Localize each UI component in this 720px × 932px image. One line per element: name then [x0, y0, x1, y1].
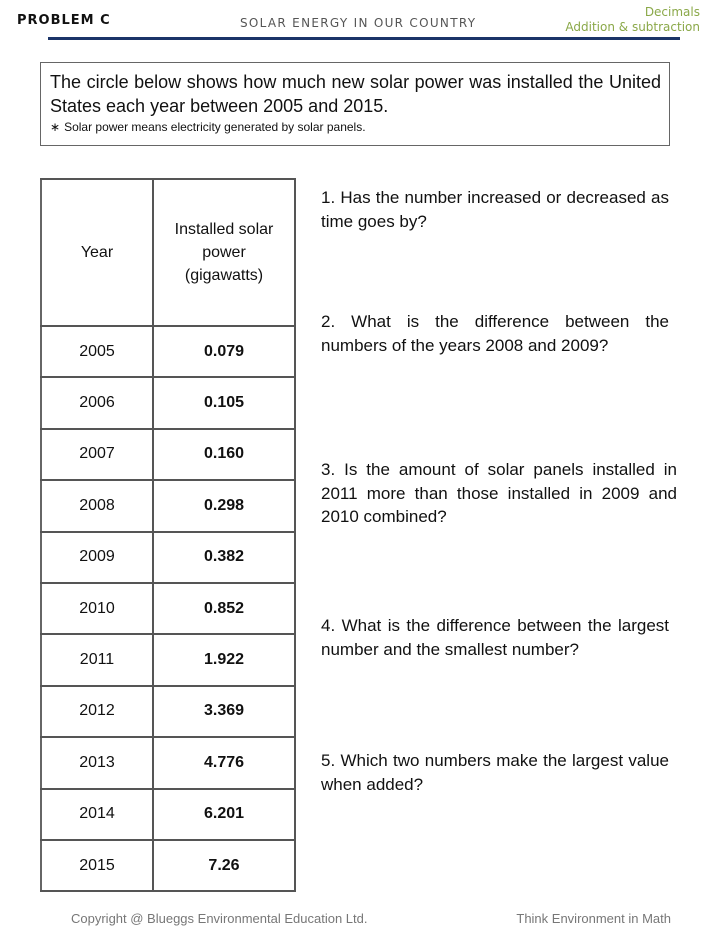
solar-power-table [40, 178, 296, 892]
year-cell: 2009 [41, 532, 153, 583]
year-cell: 2013 [41, 737, 153, 788]
year-cell: 2012 [41, 686, 153, 737]
header-year: Year [41, 179, 153, 326]
header-installed-power [153, 179, 295, 326]
installed-power-cell: 0.160 [153, 429, 295, 480]
installed-power-cell: 3.369 [153, 686, 295, 737]
table-row [41, 532, 295, 583]
topic-title: SOLAR ENERGY IN OUR COUNTRY [240, 16, 477, 30]
installed-power-cell: 0.852 [153, 583, 295, 634]
table-row [41, 326, 295, 377]
installed-power-cell: 0.105 [153, 377, 295, 428]
table-row [41, 686, 295, 737]
table-row [41, 377, 295, 428]
installed-power-cell: 0.079 [153, 326, 295, 377]
table-row [41, 634, 295, 685]
table-row [41, 840, 295, 891]
installed-power-cell: 0.298 [153, 480, 295, 531]
intro-note-text: Solar power means electricity generated by solar panels. [64, 120, 366, 134]
problem-label: PROBLEM C [17, 13, 111, 28]
table-row [41, 583, 295, 634]
year-cell: 2015 [41, 840, 153, 891]
question-1: 1. Has the number increased or decreased as time goes by? [321, 188, 669, 231]
header-line: (gigawatts) [184, 267, 264, 284]
year-cell: 2007 [41, 429, 153, 480]
year-cell: 2014 [41, 789, 153, 840]
question-5: 5. Which two numbers make the largest value when added? [321, 751, 669, 794]
footer-tagline: Think Environment in Math [516, 911, 671, 926]
year-cell: 2011 [41, 634, 153, 685]
year-cell: 2010 [41, 583, 153, 634]
table-row [41, 480, 295, 531]
table-row [41, 737, 295, 788]
installed-power-cell: 0.382 [153, 532, 295, 583]
year-cell: 2008 [41, 480, 153, 531]
footer-copyright: Copyright @ Blueggs Environmental Education Ltd. [71, 911, 368, 926]
question-4: 4. What is the difference between the largest number and the smallest number? [321, 616, 669, 659]
table-header-row [41, 179, 295, 326]
question-3: 3. Is the amount of solar panels installed in 2011 more than those installed in 2009 and 2010 combined? [321, 460, 677, 526]
subject-label: Decimals [644, 5, 700, 19]
installed-power-cell: 6.201 [153, 789, 295, 840]
table-body [41, 326, 295, 891]
asterisk-icon: ∗ [50, 120, 61, 134]
header-divider [48, 37, 680, 40]
year-cell: 2005 [41, 326, 153, 377]
subtopic-label: Addition & subtraction [565, 20, 700, 34]
header-line: Installed solar [174, 221, 274, 238]
installed-power-cell: 4.776 [153, 737, 295, 788]
table-row [41, 429, 295, 480]
table-row [41, 789, 295, 840]
header-line: power [202, 244, 246, 261]
installed-power-cell: 1.922 [153, 634, 295, 685]
question-2: 2. What is the difference between the numbers of the years 2008 and 2009? [321, 312, 669, 355]
intro-text: The circle below shows how much new solar power was installed the United States each year between 2005 and 2015. [50, 72, 661, 116]
year-cell: 2006 [41, 377, 153, 428]
subject-block [565, 5, 700, 35]
intro-box [40, 62, 670, 146]
installed-power-cell: 7.26 [153, 840, 295, 891]
intro-note [50, 118, 661, 136]
